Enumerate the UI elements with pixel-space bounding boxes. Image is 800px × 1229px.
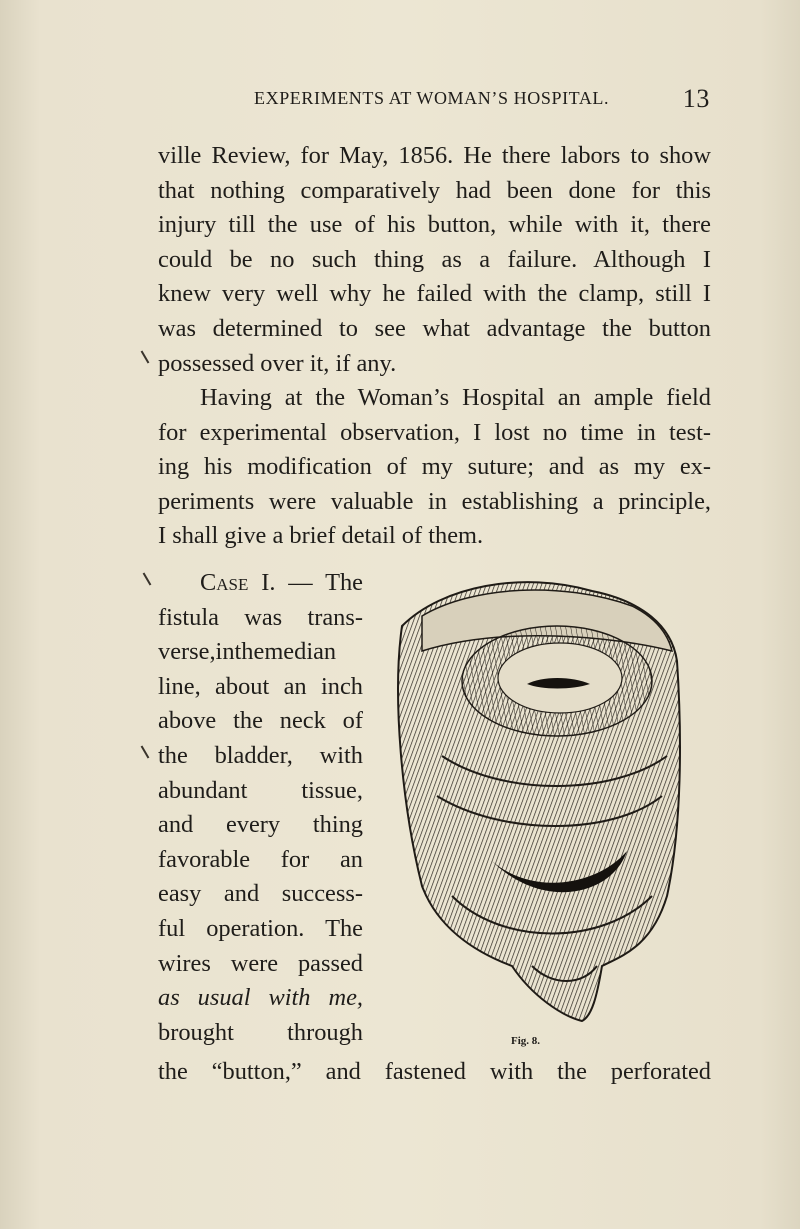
figure-caption: Fig. 8. [511,1035,541,1047]
page-number: 13 [682,84,710,113]
text-line: above the neck of [158,707,363,735]
text-line: for experimental observation, I lost no time in test- [158,418,711,446]
anatomical-illustration [382,566,687,1036]
case-heading: Case I. [200,569,276,596]
text-line: easy and success- [158,880,363,908]
italic-line: as usual with me, [158,984,363,1012]
case-heading-line [158,566,363,601]
text-line: knew very well why he failed with the clamp, still I [158,280,711,308]
margin-mark [143,572,152,585]
fistula-engraving [382,566,687,1036]
text-line: was determined to see what advantage the button [158,314,711,342]
running-head-title: EXPERIMENTS AT WOMAN’S HOSPITAL. [254,88,610,108]
text-line: ville Review, for May, 1856. He there labors to show [158,142,711,169]
text-line: I shall give a brief detail of them. [158,522,484,550]
case-heading-dash: — The [275,569,363,596]
paragraph-2 [158,381,711,554]
text-line: possessed over it, if any. [158,349,397,377]
text-line: favorable for an [158,845,363,873]
text-line: Having at the Woman’s Hospital an ample field [200,384,711,411]
text-line: injury till the use of his button, while with it, there [158,211,711,239]
text-line: fistula was trans- [158,603,363,631]
text-line: verse,inthemedian [158,638,337,666]
text-line: ing his modification of my suture; and as my ex- [158,453,711,481]
text-line: and every thing [158,811,363,839]
margin-mark [141,350,150,363]
text-line: that nothing comparatively had been done for this [158,176,711,204]
text-line: ful operation. The [158,914,363,942]
text-line: line, about an inch [158,672,363,700]
text-line: wires were passed [158,949,363,977]
text-line: abundant tissue, [158,776,363,804]
text-line: brought through [158,1018,363,1046]
text-line-final: the “button,” and fastened with the perforated [158,1058,711,1085]
text-line: the bladder, with [158,741,363,769]
text-line: could be no such thing as a failure. Although I [158,245,711,273]
case-1-text [158,566,363,1050]
margin-mark [141,745,150,758]
text-line: periments were valuable in establishing a principle, [158,487,711,515]
paragraph-1 [158,139,711,381]
